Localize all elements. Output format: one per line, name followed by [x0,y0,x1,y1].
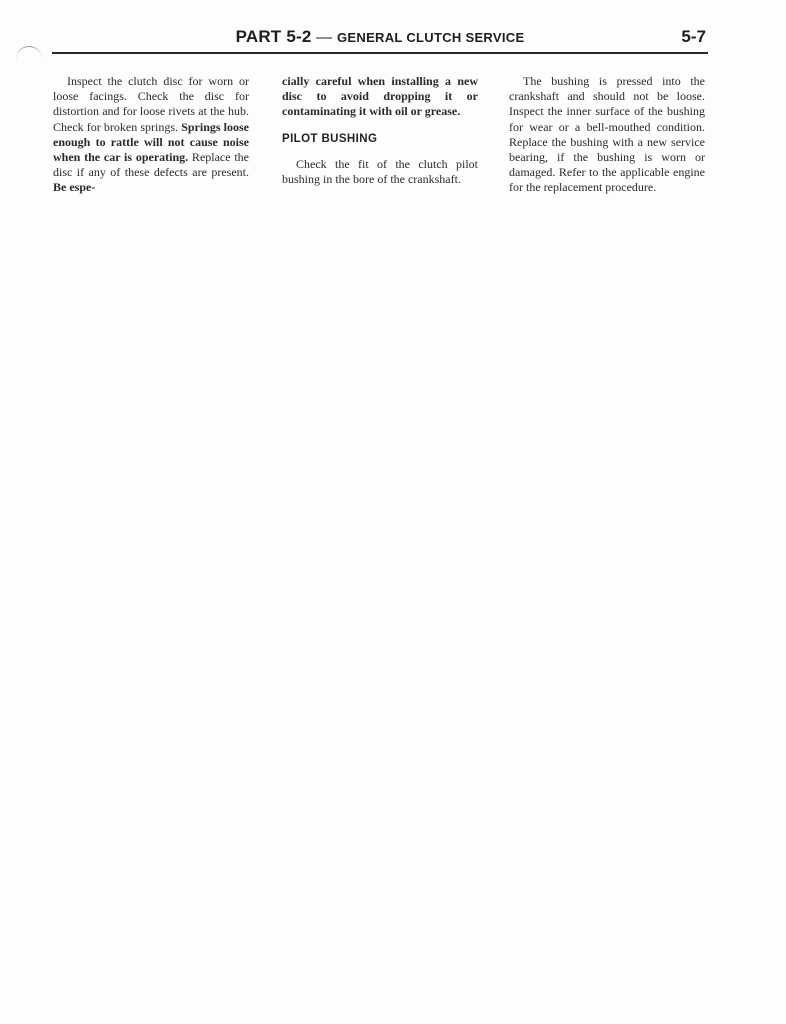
bold-note-careful-start: Be espe- [53,180,96,195]
bold-note-springs: Springs loose enough to rattle will not cause noise when the car is operating. [53,119,250,165]
text-span: Inspect the clutch disc for worn or loose facings. Check the disc for distortion and for loose rivets at the hub. Check for broken springs. [53,74,249,134]
paragraph-careful-continued: cially careful when installing a new disc to avoid dropping it or contaminating it with oil or grease. [282,74,478,119]
text-column-3 [509,74,705,196]
header-part: PART 5-2 [235,27,312,46]
text-span: Replace the disc if any of these defects are present. [53,150,250,180]
text-column-2 [282,74,478,187]
header-dash: — [311,29,337,46]
subheading-pilot-bushing: PILOT BUSHING [282,132,378,145]
page-corner-mark [16,46,42,61]
paragraph-check-fit: Check the fit of the clutch pilot bushing in the bore of the crankshaft. [282,156,478,187]
header-section: GENERAL CLUTCH SERVICE [337,30,525,45]
page-header [52,24,708,54]
text-column-1 [53,74,249,196]
header-title [52,27,708,47]
paragraph-bushing-pressed: The bushing is pressed into the crankshaft and should not be loose. Inspect the inner surface of the bushing for wear or a bell-mouthed condition. Replace the bushing with a new service bearing, if the bushing is worn or damaged. Refer to the applicable engine for the replacement procedure. [509,74,705,195]
paragraph-inspect-disc [53,74,249,196]
page-number: 5-7 [681,27,706,46]
